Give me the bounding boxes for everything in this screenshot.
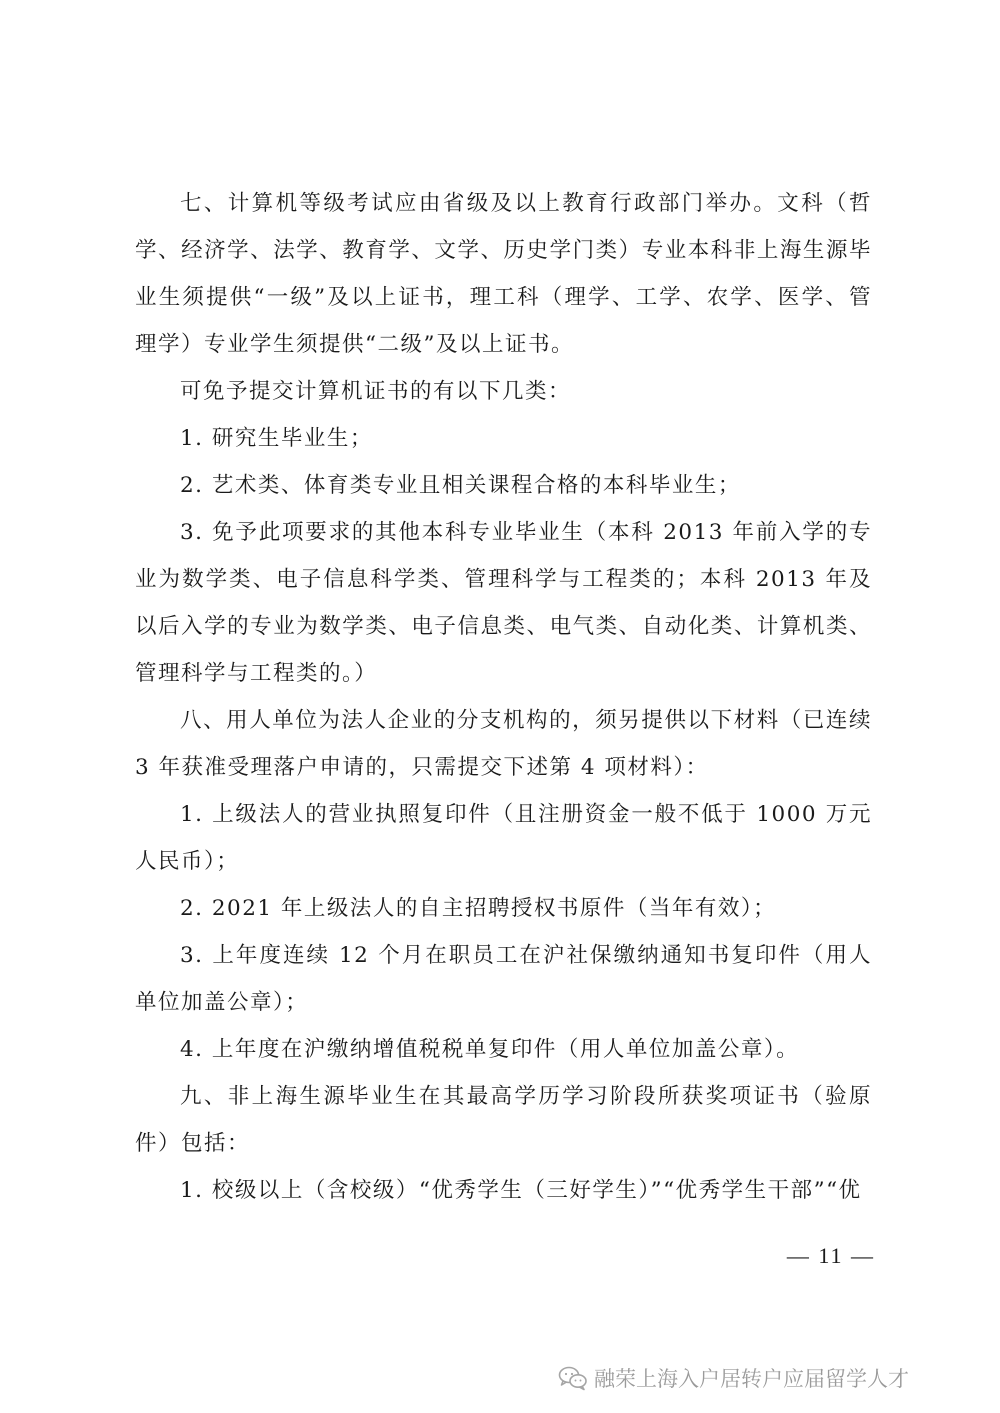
wechat-icon bbox=[558, 1365, 588, 1391]
list-item-exemption-2: 2. 艺术类、体育类专业且相关课程合格的本科毕业生； bbox=[180, 473, 741, 498]
list-item-awards-1: 1. 校级以上（含校级）“优秀学生（三好学生）”“优秀学生干部”“优 bbox=[180, 1178, 862, 1203]
list-item-branch-3: 3. 上年度连续 12 个月在职员工在沪社保缴纳通知书复印件（用人单位加盖公章）； bbox=[135, 943, 872, 1015]
list-item-exemption-3: 3. 免予此项要求的其他本科专业毕业生（本科 2013 年前入学的专业为数学类、电子信息科学类、管理科学与工程类的；本科 2013 年及以后入学的专业为数学类、电子信息类、电气类、自动化类、计算机类、管理科学与工程类的。） bbox=[135, 520, 872, 686]
watermark bbox=[558, 1363, 909, 1393]
paragraph-section-8: 八、用人单位为法人企业的分支机构的，须另提供以下材料（已连续 3 年获准受理落户申请的，只需提交下述第 4 项材料）： bbox=[135, 708, 872, 780]
paragraph-section-9: 九、非上海生源毕业生在其最高学历学习阶段所获奖项证书（验原件）包括： bbox=[135, 1084, 872, 1156]
list-item-branch-4: 4. 上年度在沪缴纳增值税税单复印件（用人单位加盖公章）。 bbox=[180, 1037, 800, 1062]
watermark-text: 融荣上海入户居转户应届留学人才 bbox=[594, 1367, 909, 1391]
paragraph-exemption-intro: 可免予提交计算机证书的有以下几类： bbox=[180, 379, 572, 404]
list-item-exemption-1: 1. 研究生毕业生； bbox=[180, 426, 373, 451]
list-item-branch-1: 1. 上级法人的营业执照复印件（且注册资金一般不低于 1000 万元人民币）； bbox=[135, 802, 872, 874]
page-number: — 11 — bbox=[786, 1243, 875, 1268]
list-item-branch-2: 2. 2021 年上级法人的自主招聘授权书原件（当年有效）； bbox=[180, 896, 777, 921]
paragraph-section-7: 七、计算机等级考试应由省级及以上教育行政部门举办。文科（哲学、经济学、法学、教育学、文学、历史学门类）专业本科非上海生源毕业生须提供“一级”及以上证书，理工科（理学、工学、农学、医学、管理学）专业学生须提供“二级”及以上证书。 bbox=[135, 191, 872, 357]
